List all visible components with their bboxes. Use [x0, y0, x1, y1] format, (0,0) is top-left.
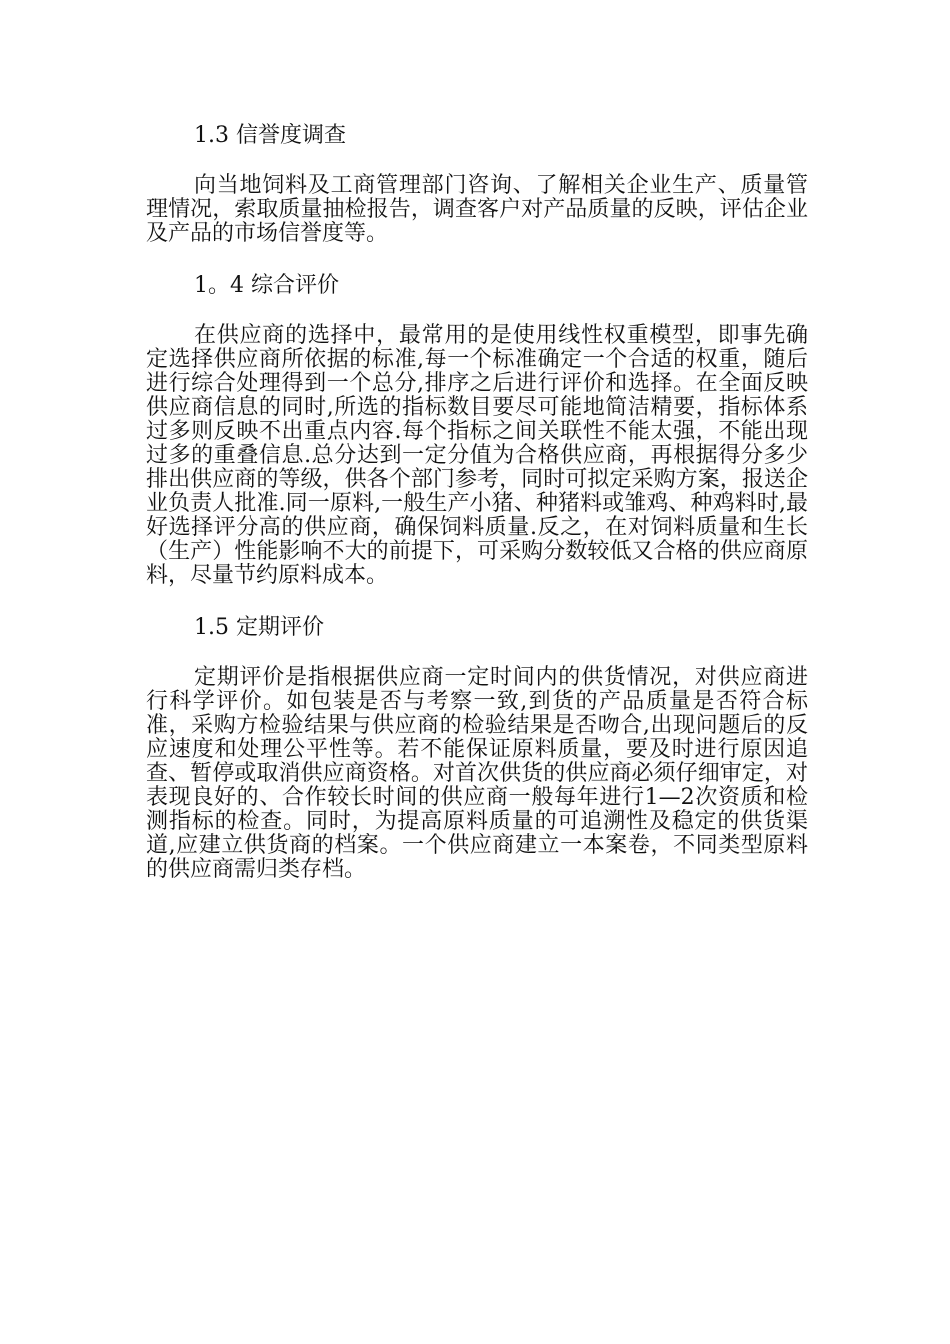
section-paragraph-comprehensive-evaluation: 在供应商的选择中，最常用的是使用线性权重模型，即事先确定选择供应商所依据的标准,每一个标准确定一个合适的权重，随后进行综合处理得到一个总分,排序之后进行评价和选择。在全面反映供应商信息的同时,所选的指标数目要尽可能地简洁精要，指标体系过多则反映不出重点内容.每个指标之间关联性不能太强，不能出现过多的重叠信息.总分达到一定分值为合格供应商，再根据得分多少排出供应商的等级，供各个部门参考，同时可拟定采购方案，报送企业负责人批准.同一原料,一般生产小猪、种猪料或雏鸡、种鸡料时,最好选择评分高的供应商，确保饲料质量.反之，在对饲料质量和生长（生产）性能影响不大的前提下，可采购分数较低又合格的供应商原料，尽量节约原料成本。 — [146, 323, 808, 588]
document-body — [146, 118, 808, 904]
section-heading-comprehensive-evaluation: 1。4 综合评价 — [194, 273, 339, 298]
section-paragraph-credit-survey: 向当地饲料及工商管理部门咨询、了解相关企业生产、质量管理情况，索取质量抽检报告，调查客户对产品质量的反映，评估企业及产品的市场信誉度等。 — [146, 173, 808, 246]
section-heading-periodic-evaluation: 1.5 定期评价 — [194, 615, 324, 640]
section-paragraph-periodic-evaluation: 定期评价是指根据供应商一定时间内的供货情况，对供应商进行科学评价。如包装是否与考察一致,到货的产品质量是否符合标准，采购方检验结果与供应商的检验结果是否吻合,出现问题后的反应速度和处理公平性等。若不能保证原料质量，要及时进行原因追查、暂停或取消供应商资格。对首次供货的供应商必须仔细审定，对表现良好的、合作较长时间的供应商一般每年进行1—2次资质和检测指标的检查。同时，为提高原料质量的可追溯性及稳定的供货渠道,应建立供货商的档案。一个供应商建立一本案卷，不同类型原料的供应商需归类存档。 — [146, 665, 808, 882]
section-heading-credit-survey: 1.3 信誉度调查 — [194, 123, 346, 148]
